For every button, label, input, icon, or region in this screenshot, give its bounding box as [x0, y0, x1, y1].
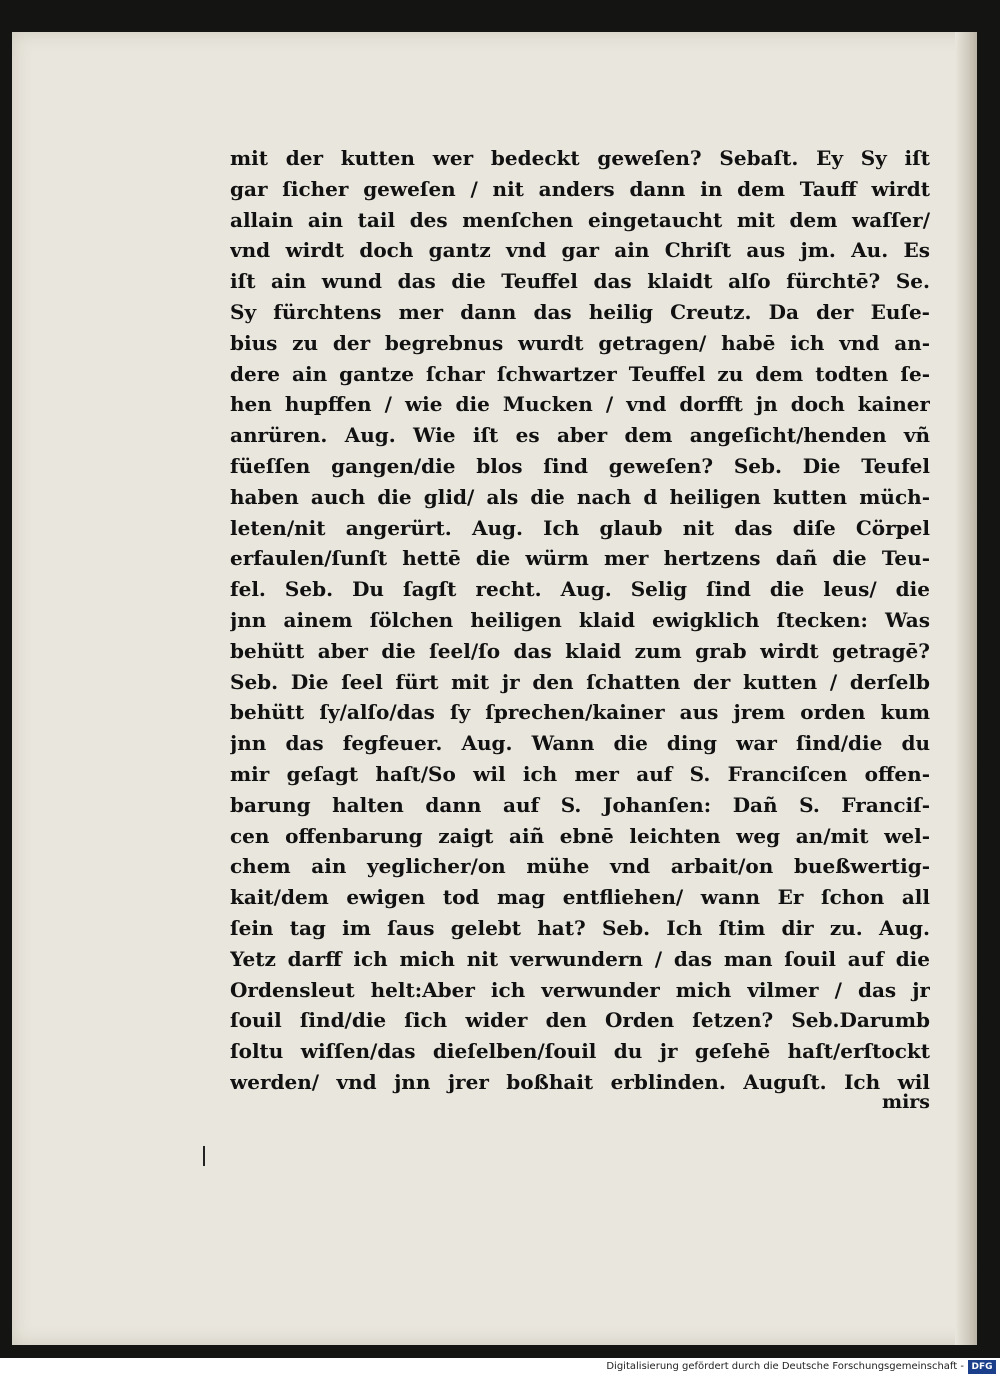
text-line: jnn ainem ſölchen heiligen klaid ewigklich ſtecken: Was: [230, 607, 930, 632]
text-line: erfaulen/ſunſt hettē die würm mer hertzens dañ die Teu-: [230, 546, 930, 571]
footer-credit: Digitalisierung gefördert durch die Deutsche Forschungsgemeinschaft -: [606, 1361, 964, 1372]
text-line: iſt ain wund das die Teuffel das klaidt alſo fürchtē? Se.: [230, 269, 930, 294]
page-text-block: [230, 143, 930, 1098]
text-line: cen offenbarung zaigt aiñ ebnē leichten weg an/mit wel-: [230, 823, 930, 848]
text-line: leten/nit angerürt. Aug. Ich glaub nit das diſe Cörpel: [230, 515, 930, 540]
text-line: dere ain gantze ſchar ſchwartzer Teuffel zu dem todten ſe-: [230, 361, 930, 386]
text-line: fel. Seb. Du ſagſt recht. Aug. Selig ſind die leus/ die: [230, 577, 930, 602]
text-line: ſoltu wiſſen/das dieſelben/ſouil du jr geſehē haſt/erſtockt: [230, 1039, 930, 1064]
text-line: hen hupffen / wie die Mucken / vnd dorfft jn doch kainer: [230, 392, 930, 417]
text-line: allain ain tail des menſchen eingetaucht mit dem waſſer/: [230, 207, 930, 232]
text-line: mit der kutten wer bedeckt geweſen? Sebaſt. Ey Sy iſt: [230, 146, 930, 170]
text-line: anrüren. Aug. Wie iſt es aber dem angeſicht/henden vñ: [230, 423, 930, 448]
text-line: jnn das fegfeuer. Aug. Wann die ding war ſind/die du: [230, 731, 930, 756]
dfg-logo-icon: DFG: [968, 1360, 996, 1374]
text-line: ſouil ſind/die ſich wider den Orden ſetzen? Seb.Darumb: [230, 1008, 930, 1033]
text-line: füeſſen gangen/die blos ſind geweſen? Seb. Die Teufel: [230, 453, 930, 478]
catchword: mirs: [881, 1091, 930, 1113]
text-line: Ordensleut helt:Aber ich verwunder mich vilmer / das jr: [230, 977, 930, 1002]
footer-bar: [0, 1358, 1000, 1377]
text-line: behütt ſy/alſo/das ſy ſprechen/kainer aus jrem orden kum: [230, 700, 930, 725]
text-line: vnd wirdt doch gantz vnd gar ain Chriſt aus jm. Au. Es: [230, 238, 930, 263]
text-line: behütt aber die ſeel/ſo das klaid zum grab wirdt getragē?: [230, 638, 930, 663]
text-line: Yetz darff ich mich nit verwundern / das man ſouil auf die: [230, 946, 930, 971]
text-line: chem ain yeglicher/on mühe vnd arbait/on bueßwertig-: [230, 854, 930, 879]
text-line: barung halten dann auf S. Johanſen: Dañ S. Franciſ-: [230, 792, 930, 817]
text-line: Seb. Die ſeel fürt mit jr den ſchatten der kutten / derſelb: [230, 669, 930, 694]
text-line: kait/dem ewigen tod mag entfliehen/ wann Er ſchon all: [230, 885, 930, 910]
margin-mark: [203, 1146, 205, 1166]
text-line: gar ſicher geweſen / nit anders dann in dem Tauff wirdt: [230, 176, 930, 201]
text-line: Sy fürchtens mer dann das heilig Creutz. Da der Euſe-: [230, 299, 930, 324]
page-gutter: [955, 32, 977, 1345]
text-line: bius zu der begrebnus wurdt getragen/ habē ich vnd an-: [230, 330, 930, 355]
text-line: ſein tag im ſaus gelebt hat? Seb. Ich ſtim dir zu. Aug.: [230, 915, 930, 940]
text-line: mir geſagt haſt/So wil ich mer auf S. Franciſcen offen-: [230, 761, 930, 786]
text-line: haben auch die glid/ als die nach d heiligen kutten müch-: [230, 484, 930, 509]
text-line: werden/ vnd jnn jrer boßhait erblinden. Auguſt. Ich wil: [230, 1069, 930, 1094]
